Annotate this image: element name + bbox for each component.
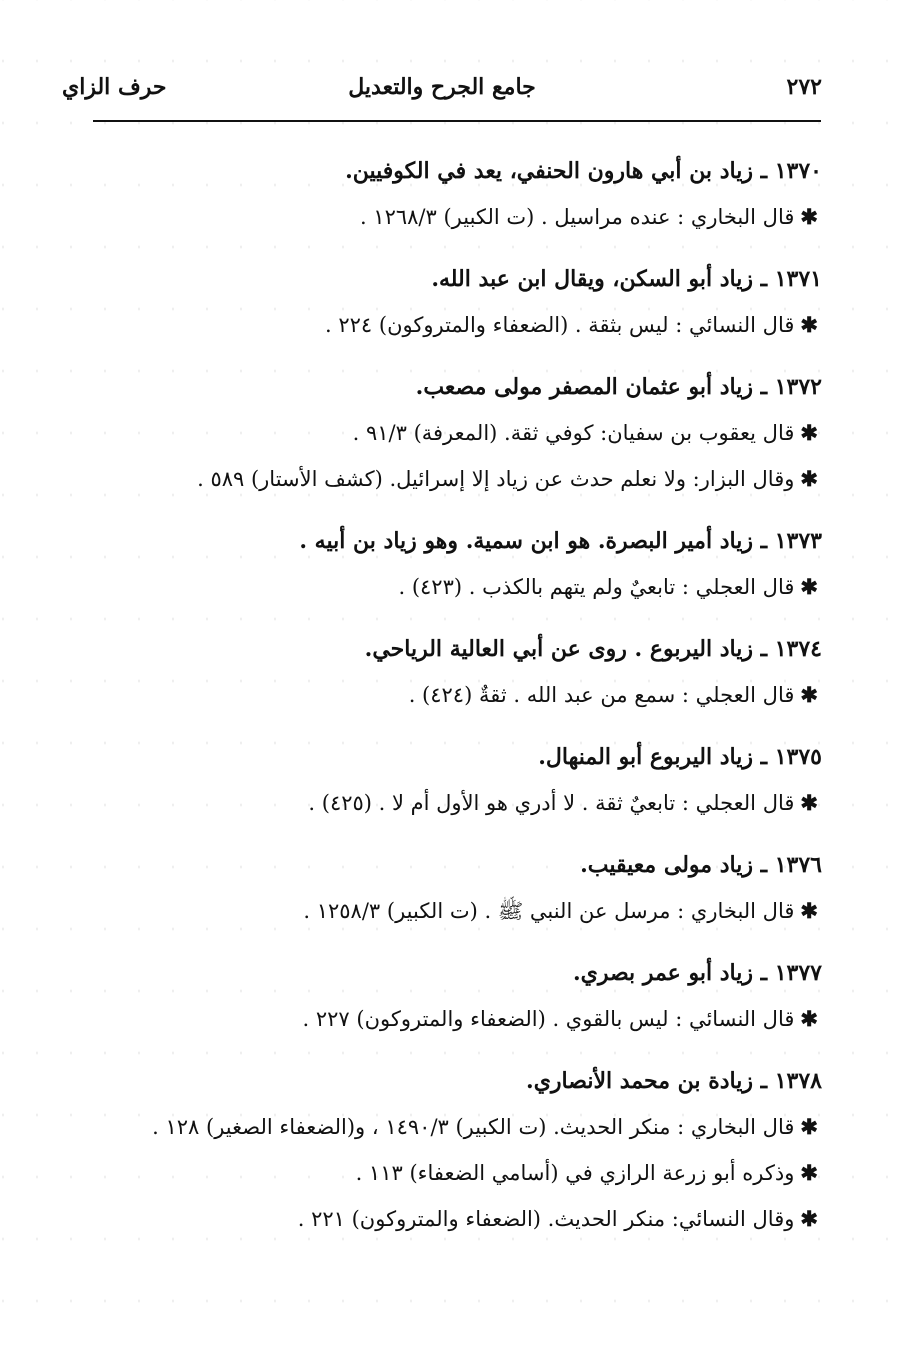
entry-heading: ١٣٧٢ ـ زياد أبو عثمان المصفر مولى مصعب.	[415, 374, 822, 400]
entry-heading: ١٣٧٤ ـ زياد اليربوع . روى عن أبي العالية الرياحي.	[364, 636, 822, 662]
quote-text: قال النسائي : ليس بالقوي . (الضعفاء والمتروكون) ٢٢٧ .	[302, 1007, 795, 1031]
entry-1372	[80, 364, 822, 502]
quote-line	[80, 996, 822, 1042]
quote-text: قال النسائي : ليس بثقة . (الضعفاء والمتروكون) ٢٢٤ .	[325, 313, 795, 337]
entry-heading: ١٣٧٨ ـ زيادة بن محمد الأنصاري.	[526, 1068, 822, 1094]
page-number: ٢٧٢	[786, 74, 822, 100]
quote-line	[80, 672, 822, 718]
entry-1376	[80, 842, 822, 934]
entry-1377	[80, 950, 822, 1042]
entry-1378	[80, 1058, 822, 1242]
quote-line	[80, 456, 822, 502]
header-divider	[93, 120, 821, 122]
bullet-star-icon: ✱	[800, 1006, 818, 1031]
entry-heading: ١٣٧١ ـ زياد أبو السكن، ويقال ابن عبد الله.	[431, 266, 822, 292]
bullet-star-icon: ✱	[800, 898, 818, 923]
entry-heading: ١٣٧٦ ـ زياد مولى معيقيب.	[580, 852, 822, 878]
bullet-star-icon: ✱	[800, 466, 818, 491]
quote-line	[80, 888, 822, 934]
bullet-star-icon: ✱	[800, 312, 818, 337]
quote-text: قال البخاري : مرسل عن النبي ﷺ . (ت الكبير) ١٢٥٨/٣ .	[303, 899, 795, 923]
entry-heading: ١٣٧٠ ـ زياد بن أبي هارون الحنفي، يعد في الكوفيين.	[345, 158, 822, 184]
quote-line	[80, 1150, 822, 1196]
quote-text: قال يعقوب بن سفيان: كوفي ثقة. (المعرفة) ٩١/٣ .	[352, 421, 795, 445]
quote-text: وقال البزار: ولا نعلم حدث عن زياد إلا إسرائيل. (كشف الأستار) ٥٨٩ .	[197, 467, 795, 491]
book-title: جامع الجرح والتعديل	[348, 74, 536, 100]
bullet-star-icon: ✱	[800, 1206, 818, 1231]
quote-text: قال العجلي : تابعيٌ ولم يتهم بالكذب . (٤٢٣) .	[398, 575, 795, 599]
quote-text: وقال النسائي: منكر الحديث. (الضعفاء والمتروكون) ٢٢١ .	[297, 1207, 795, 1231]
chapter-title: حرف الزاي	[62, 74, 167, 100]
bullet-star-icon: ✱	[800, 574, 818, 599]
entry-1375	[80, 734, 822, 826]
quote-text: قال البخاري : منكر الحديث. (ت الكبير) ١٤٩٠/٣ ، و(الضعفاء الصغير) ١٢٨ .	[152, 1115, 795, 1139]
entry-1373	[80, 518, 822, 610]
quote-text: قال البخاري : عنده مراسيل . (ت الكبير) ١٢٦٨/٣ .	[359, 205, 795, 229]
quote-line	[80, 302, 822, 348]
quote-line	[80, 410, 822, 456]
quote-text: قال العجلي : سمع من عبد الله . ثقةٌ (٤٢٤) .	[408, 683, 795, 707]
bullet-star-icon: ✱	[800, 1160, 818, 1185]
bullet-star-icon: ✱	[800, 420, 818, 445]
entry-1370	[80, 148, 822, 240]
entries-list	[80, 148, 822, 1258]
entry-1374	[80, 626, 822, 718]
page-header	[62, 74, 822, 114]
quote-line	[80, 194, 822, 240]
quote-line	[80, 780, 822, 826]
bullet-star-icon: ✱	[800, 790, 818, 815]
quote-text: قال العجلي : تابعيٌ ثقة . لا أدري هو الأول أم لا . (٤٢٥) .	[308, 791, 795, 815]
quote-line	[80, 1196, 822, 1242]
bullet-star-icon: ✱	[800, 204, 818, 229]
entry-1371	[80, 256, 822, 348]
quote-line	[80, 564, 822, 610]
entry-heading: ١٣٧٣ ـ زياد أمير البصرة. هو ابن سمية. وهو زياد بن أبيه .	[299, 528, 822, 554]
quote-text: وذكره أبو زرعة الرازي في (أسامي الضعفاء) ١١٣ .	[355, 1161, 795, 1185]
bullet-star-icon: ✱	[800, 1114, 818, 1139]
quote-line	[80, 1104, 822, 1150]
entry-heading: ١٣٧٧ ـ زياد أبو عمر بصري.	[572, 960, 822, 986]
bullet-star-icon: ✱	[800, 682, 818, 707]
entry-heading: ١٣٧٥ ـ زياد اليربوع أبو المنهال.	[538, 744, 822, 770]
